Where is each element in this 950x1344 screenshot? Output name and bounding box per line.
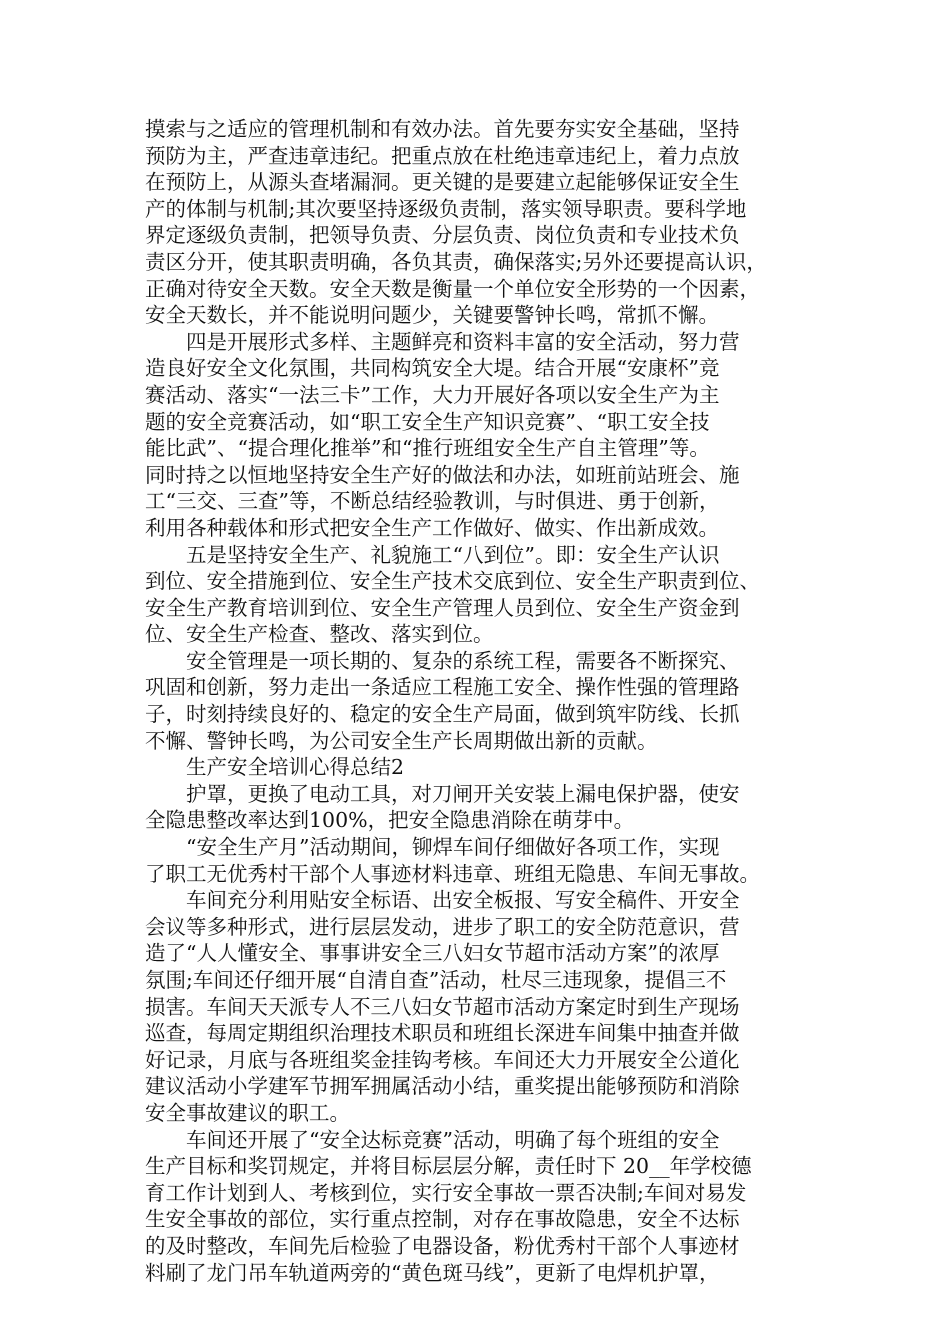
text-line: 损害。车间天天派专人不三八妇女节超市活动方案定时到生产现场	[145, 994, 740, 1019]
text-line: 安全管理是一项长期的、复杂的系统工程，需要各不断探究、	[186, 648, 740, 673]
text-line: 了职工无优秀村干部个人事迹材料违章、班组无隐患、车间无事故。	[145, 861, 760, 886]
text-line: 育工作计划到人、考核到位，实行安全事故一票否决制;车间对易发	[145, 1180, 747, 1205]
text-line: 会议等多种形式，进行层层发动，进步了职工的安全防范意识，营	[145, 914, 740, 939]
text-line: 巡查，每周定期组织治理技术职员和班组长深进车间集中抽查并做	[145, 1021, 740, 1046]
text-line: 安全生产教育培训到位、安全生产管理人员到位、安全生产资金到	[145, 595, 740, 620]
text-line: 界定逐级负责制，把领导负责、分层负责、岗位负责和专业技术负	[145, 223, 740, 248]
text-line: 责区分开，使其职责明确，各负其责，确保落实;另外还要提高认识，	[145, 249, 767, 274]
text-line: 预防为主，严查违章违纪。把重点放在杜绝违章违纪上，着力点放	[145, 143, 740, 168]
text-line: 建议活动小学建军节拥军拥属活动小结，重奖提出能够预防和消除	[145, 1074, 740, 1099]
text-line: 安全事故建议的职工。	[145, 1100, 350, 1125]
text-line: 四是开展形式多样、主题鲜亮和资料丰富的安全活动，努力营	[186, 329, 740, 354]
text-line: 五是坚持安全生产、礼貌施工“八到位”。即：安全生产认识	[186, 542, 720, 567]
text-line: 工“三交、三查”等，不断总结经验教训，与时俱进、勇于创新，	[145, 489, 720, 514]
text-line: “安全生产月”活动期间，铆焊车间仔细做好各项工作，实现	[186, 835, 720, 860]
text-line: 赛活动、落实“一法三卡”工作，大力开展好各项以安全生产为主	[145, 382, 720, 407]
text-line: 造了“人人懂安全、事事讲安全三八妇女节超市活动方案”的浓厚	[145, 941, 720, 966]
text-line: 摸索与之适应的管理机制和有效办法。首先要夯实安全基础，坚持	[145, 117, 740, 141]
text-line: 利用各种载体和形式把安全生产工作做好、做实、作出新成效。	[145, 515, 719, 540]
text-line: 造良好安全文化氛围，共同构筑安全大堤。结合开展“安康杯”竞	[145, 356, 720, 381]
text-line: 生安全事故的部位，实行重点控制，对存在事故隐患，安全不达标	[145, 1207, 740, 1232]
text-line: 全隐患整改率达到100%，把安全隐患消除在萌芽中。	[145, 808, 635, 833]
text-line: 位、安全生产检查、整改、落实到位。	[145, 622, 494, 647]
text-line: 护罩，更换了电动工具，对刀闸开关安装上漏电保护器，使安	[186, 781, 740, 806]
text-line: 巩固和创新，努力走出一条适应工程施工安全、操作性强的管理路	[145, 675, 740, 700]
text-line: 氛围;车间还仔细开展“自清自查”活动，杜尽三违现象，提倡三不	[145, 968, 727, 992]
text-line: 正确对待安全天数。安全天数是衡量一个单位安全形势的一个因素，	[145, 276, 760, 301]
text-line: 生产安全培训心得总结2	[186, 755, 405, 780]
text-line: 生产目标和奖罚规定，并将目标层层分解，责任时下 20__年学校德	[145, 1154, 752, 1179]
text-line: 料刷了龙门吊车轨道两旁的“黄色斑马线”，更新了电焊机护罩，	[145, 1260, 720, 1285]
text-line: 安全天数长，并不能说明问题少，关键要警钟长鸣，常抓不懈。	[145, 303, 719, 328]
text-line: 同时持之以恒地坚持安全生产好的做法和办法，如班前站班会、施	[145, 462, 740, 487]
text-line: 题的安全竞赛活动，如“职工安全生产知识竞赛”、“职工安全技	[145, 409, 710, 434]
text-line: 能比武”、“提合理化推举”和“推行班组安全生产自主管理”等。	[145, 436, 710, 461]
text-line: 好记录，月底与各班组奖金挂钩考核。车间还大力开展安全公道化	[145, 1047, 740, 1072]
text-line: 不懈、警钟长鸣，为公司安全生产长周期做出新的贡献。	[145, 728, 658, 753]
text-line: 车间充分利用贴安全标语、出安全板报、写安全稿件、开安全	[186, 888, 740, 913]
text-line: 车间还开展了“安全达标竞赛”活动，明确了每个班组的安全	[186, 1127, 720, 1152]
document-body	[145, 116, 810, 1286]
text-line: 子，时刻持续良好的、稳定的安全生产局面，做到筑牢防线、长抓	[145, 702, 740, 727]
text-line: 到位、安全措施到位、安全生产技术交底到位、安全生产职责到位、	[145, 569, 760, 594]
text-line: 在预防上，从源头查堵漏洞。更关键的是要建立起能够保证安全生	[145, 170, 740, 195]
text-line: 的及时整改，车间先后检验了电器设备，粉优秀村干部个人事迹材	[145, 1233, 740, 1258]
text-line: 产的体制与机制;其次要坚持逐级负责制，落实领导职责。要科学地	[145, 196, 747, 221]
